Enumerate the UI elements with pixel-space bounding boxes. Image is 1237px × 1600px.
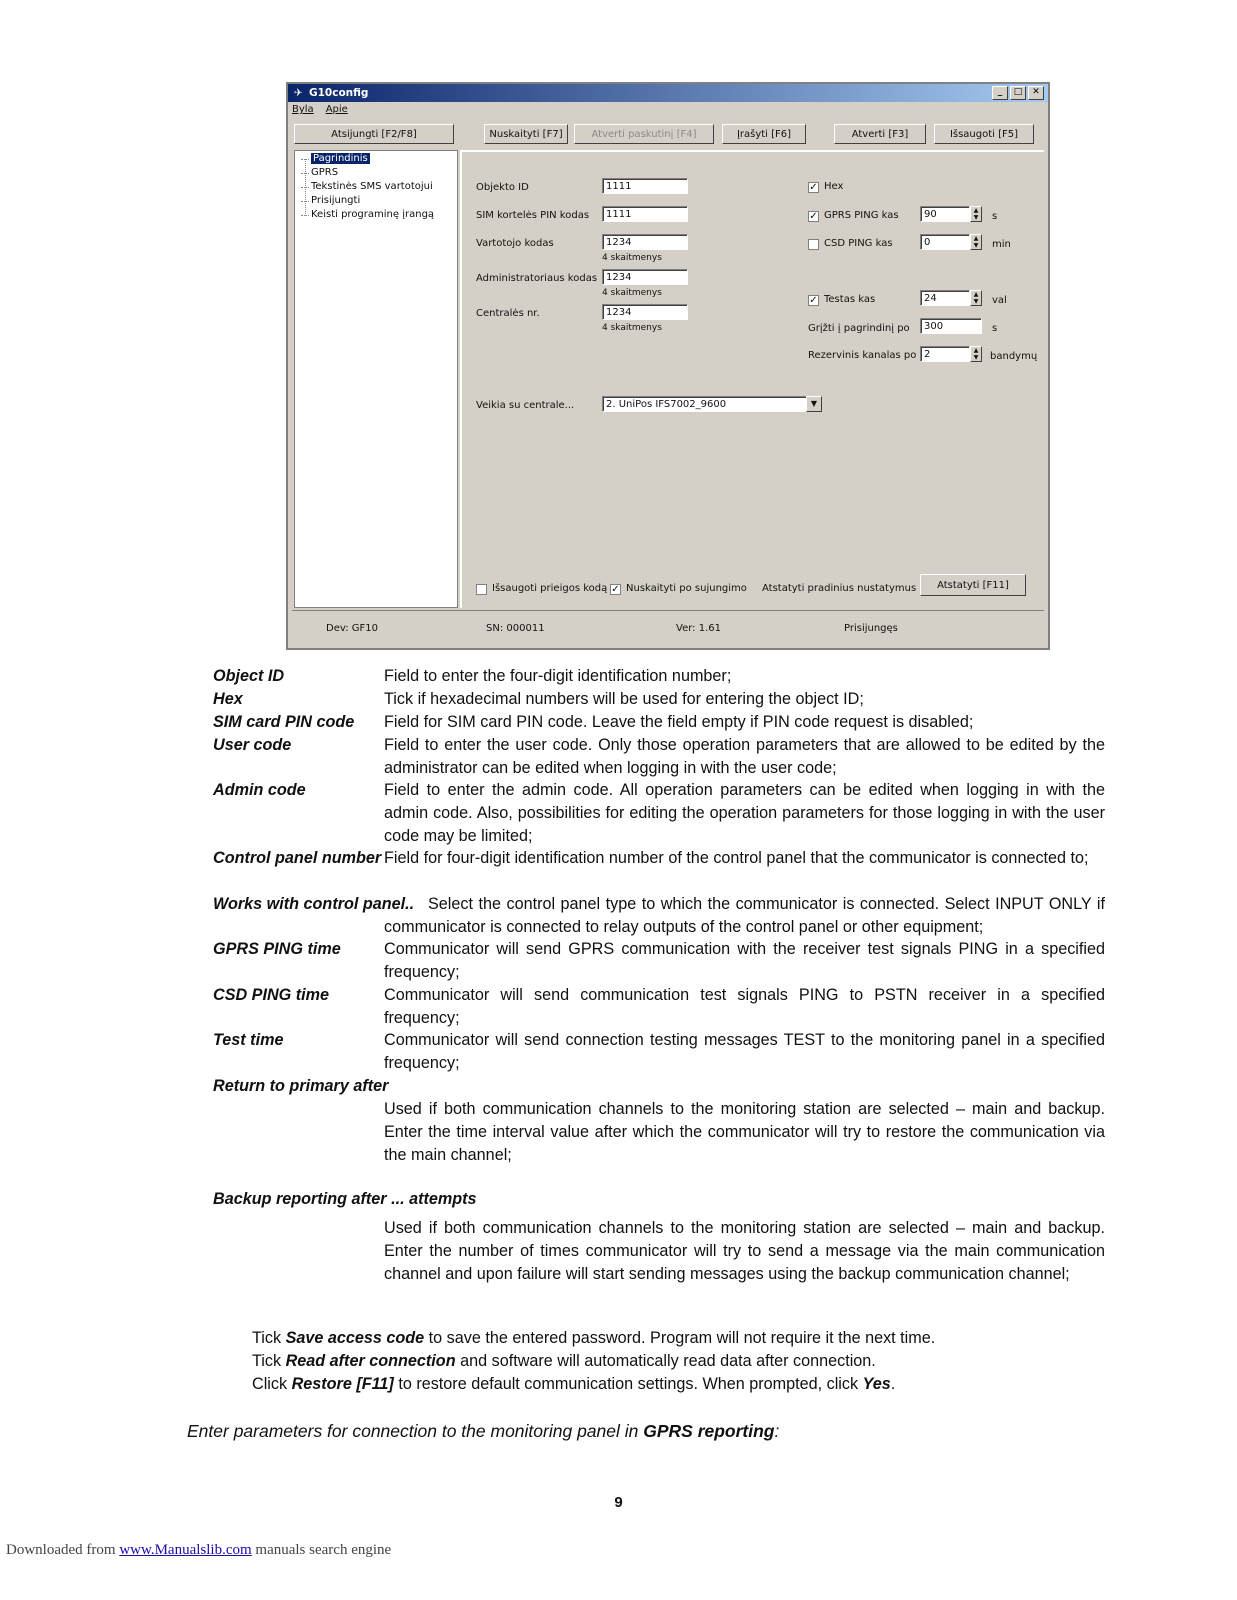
tick-text: Tick	[252, 1352, 286, 1370]
tree-item-pagrindinis[interactable]: Pagrindinis	[313, 153, 368, 164]
def-works-with: Select the control panel type to which the communicator is connected. Select INPUT ONLY if communicator is connected to relay outputs of the control panel or other equipment;	[384, 895, 1105, 936]
def-admin-code: Field to enter the admin code. All operation parameters can be edited when logging in with the admin code. Also, possibilities for editing the operation parameters for those logging in with the user code may be limited;	[384, 781, 1105, 845]
def-hex: Tick if hexadecimal numbers will be used for entering the object ID;	[384, 690, 864, 708]
read-button[interactable]: Nuskaityti [F7]	[484, 124, 568, 144]
term-works-with: Works with control panel..	[213, 895, 415, 913]
open-button[interactable]: Atverti [F3]	[834, 124, 926, 144]
def-panel-number: Field for four-digit identification number of the control panel that the communicator is connected to;	[384, 849, 1089, 867]
tick-text: Click	[252, 1375, 292, 1393]
close-button[interactable]: ✕	[1028, 86, 1044, 100]
admin-code-hint: 4 skaitmenys	[602, 288, 662, 298]
footer-text: manuals search engine	[251, 1542, 392, 1558]
restore-button[interactable]: Atstatyti [F11]	[920, 574, 1026, 596]
def-csd-ping: Communicator will send communication test signals PING to PSTN receiver in a specified frequency;	[384, 986, 1105, 1027]
page-number: 9	[614, 1494, 623, 1511]
object-id-label: Objekto ID	[476, 182, 529, 193]
tick-text: Tick	[252, 1329, 286, 1347]
term-hex: Hex	[213, 690, 243, 708]
spinner-icon[interactable]: ▲ ▼	[970, 234, 982, 250]
sim-pin-label: SIM kortelės PIN kodas	[476, 210, 590, 221]
backup-unit: bandymų	[990, 351, 1038, 362]
restore-label: Atstatyti pradinius nustatymus	[762, 583, 917, 594]
tick-bold: Restore [F11]	[291, 1375, 394, 1393]
panel-number-hint: 4 skaitmenys	[602, 323, 662, 333]
footer-text: Downloaded from	[6, 1542, 120, 1558]
intro-text: Enter parameters for connection to the monitoring panel in	[187, 1421, 644, 1441]
def-gprs-ping: Communicator will send GPRS communication with the receiver test signals PING in a specified frequency;	[384, 940, 1105, 981]
tick-bold: Save access code	[285, 1329, 425, 1347]
title-bar	[288, 84, 1048, 102]
status-version: Ver: 1.61	[676, 623, 721, 634]
tick-text: to save the entered password. Program will not require it the next time.	[424, 1329, 936, 1347]
tick-text: to restore default communication settings. When prompted, click	[393, 1375, 863, 1393]
user-code-label: Vartotojo kodas	[476, 238, 554, 249]
app-icon: ✈	[294, 87, 303, 99]
term-backup-reporting: Backup reporting after ... attempts	[213, 1190, 477, 1208]
menu-bar	[292, 104, 348, 115]
sim-pin-input[interactable]: 1111	[602, 206, 688, 222]
toolbar	[294, 124, 1042, 146]
g10config-window	[286, 82, 1050, 650]
save-code-label: Išsaugoti prieigos kodą	[492, 583, 608, 594]
panel-number-label: Centralės nr.	[476, 308, 540, 319]
term-sim-pin: SIM card PIN code	[213, 713, 355, 731]
spinner-icon[interactable]: ▲ ▼	[970, 290, 982, 306]
return-unit: s	[992, 323, 998, 334]
csd-ping-unit: min	[992, 239, 1011, 250]
spinner-icon[interactable]: ▲ ▼	[970, 206, 982, 222]
term-return-primary: Return to primary after	[213, 1077, 389, 1095]
gprs-ping-checkbox[interactable]: ✓	[809, 211, 818, 222]
maximize-button[interactable]: □	[1010, 86, 1026, 100]
save-code-checkbox[interactable]	[476, 584, 487, 595]
menu-byla[interactable]: Byla	[292, 104, 314, 115]
term-object-id: Object ID	[213, 667, 285, 685]
status-serial: SN: 000011	[486, 623, 545, 634]
term-gprs-ping: GPRS PING time	[213, 940, 341, 958]
minimize-button[interactable]: _	[992, 86, 1008, 100]
chevron-down-icon[interactable]: ▼	[806, 396, 822, 412]
tree-item-firmware[interactable]: Keisti programinę įrangą	[311, 209, 435, 220]
gprs-ping-unit: s	[992, 211, 998, 222]
hex-label: Hex	[824, 181, 844, 192]
term-test-time: Test time	[213, 1031, 284, 1049]
return-label: Grįžti į pagrindinį po	[808, 323, 910, 334]
menu-apie[interactable]: Apie	[325, 104, 348, 115]
works-with-label: Veikia su centrale...	[476, 400, 575, 411]
test-checkbox[interactable]: ✓	[809, 295, 818, 306]
test-label: Testas kas	[824, 294, 876, 305]
term-csd-ping: CSD PING time	[213, 986, 330, 1004]
tick-bold: Yes	[862, 1375, 891, 1393]
manualslib-link[interactable]: www.Manualslib.com	[119, 1542, 252, 1558]
intro-text: :	[774, 1421, 780, 1441]
tree-item-prisijungti[interactable]: Prisijungti	[311, 195, 361, 206]
gprs-intro	[187, 1421, 779, 1442]
def-return-primary: Used if both communication channels to the monitoring station are selected – main and backup. Enter the time interval value after which the communicator will try to restore the communication via the main channel;	[384, 1100, 1105, 1164]
user-code-hint: 4 skaitmenys	[602, 253, 662, 263]
user-code-input[interactable]: 1234	[602, 234, 688, 250]
tick-bold: Read after connection	[285, 1352, 456, 1370]
test-unit: val	[992, 295, 1007, 306]
read-after-label: Nuskaityti po sujungimo	[626, 583, 747, 594]
csd-ping-checkbox[interactable]	[808, 239, 819, 250]
status-device: Dev: GF10	[326, 623, 378, 634]
open-last-button[interactable]: Atverti paskutinį [F4]	[574, 124, 714, 144]
panel-number-input[interactable]: 1234	[602, 304, 688, 320]
intro-bold: GPRS reporting	[643, 1421, 775, 1441]
backup-label: Rezervinis kanalas po	[808, 350, 917, 361]
tick-save-code	[252, 1329, 935, 1348]
hex-checkbox[interactable]: ✓	[809, 182, 818, 193]
return-input[interactable]: 300	[920, 318, 982, 334]
object-id-input[interactable]: 1111	[602, 178, 688, 194]
backup-input[interactable]: 2	[920, 346, 970, 362]
window-title: G10config	[309, 87, 369, 99]
admin-code-input[interactable]: 1234	[602, 269, 688, 285]
def-backup-reporting: Used if both communication channels to the monitoring station are selected – main and backup. Enter the number of times communicator will try to send a message via the main communication channel and upon failure will start sending messages using the backup communication channel;	[384, 1219, 1105, 1283]
tick-read-after	[252, 1352, 876, 1371]
spinner-icon[interactable]: ▲ ▼	[970, 346, 982, 362]
term-admin-code: Admin code	[213, 781, 306, 799]
tree-item-gprs[interactable]: GPRS	[311, 167, 339, 178]
csd-ping-label: CSD PING kas	[824, 238, 893, 249]
term-user-code: User code	[213, 736, 292, 754]
navigation-tree	[294, 150, 458, 608]
save-button[interactable]: Išsaugoti [F5]	[934, 124, 1034, 144]
gprs-ping-input[interactable]: 90	[920, 206, 970, 222]
admin-code-label: Administratoriaus kodas	[476, 273, 598, 284]
def-user-code: Field to enter the user code. Only those operation parameters that are allowed to be edited by the administrator can be edited when logging in with the user code;	[384, 736, 1105, 777]
def-test-time: Communicator will send connection testing messages TEST to the monitoring panel in a specified frequency;	[384, 1031, 1105, 1072]
tick-text: .	[890, 1375, 896, 1393]
gprs-ping-label: GPRS PING kas	[824, 210, 899, 221]
read-after-checkbox[interactable]: ✓	[611, 584, 620, 595]
tree-item-sms[interactable]: Tekstinės SMS vartotojui	[311, 181, 433, 192]
tick-text: and software will automatically read data after connection.	[455, 1352, 876, 1370]
csd-ping-input[interactable]: 0	[920, 234, 970, 250]
test-input[interactable]: 24	[920, 290, 970, 306]
status-connection: Prisijungęs	[844, 623, 898, 634]
tick-restore	[252, 1375, 895, 1394]
status-bar	[292, 610, 1044, 643]
def-object-id: Field to enter the four-digit identification number;	[384, 667, 732, 685]
settings-panel	[460, 150, 1044, 608]
def-sim-pin: Field for SIM card PIN code. Leave the field empty if PIN code request is disabled;	[384, 713, 974, 731]
works-with-select[interactable]: 2. UniPos IFS7002_9600	[602, 396, 822, 412]
disconnect-button[interactable]: Atsijungti [F2/F8]	[294, 124, 454, 144]
download-footer	[6, 1542, 391, 1559]
write-button[interactable]: Įrašyti [F6]	[722, 124, 806, 144]
term-panel-number: Control panel number	[213, 849, 382, 867]
